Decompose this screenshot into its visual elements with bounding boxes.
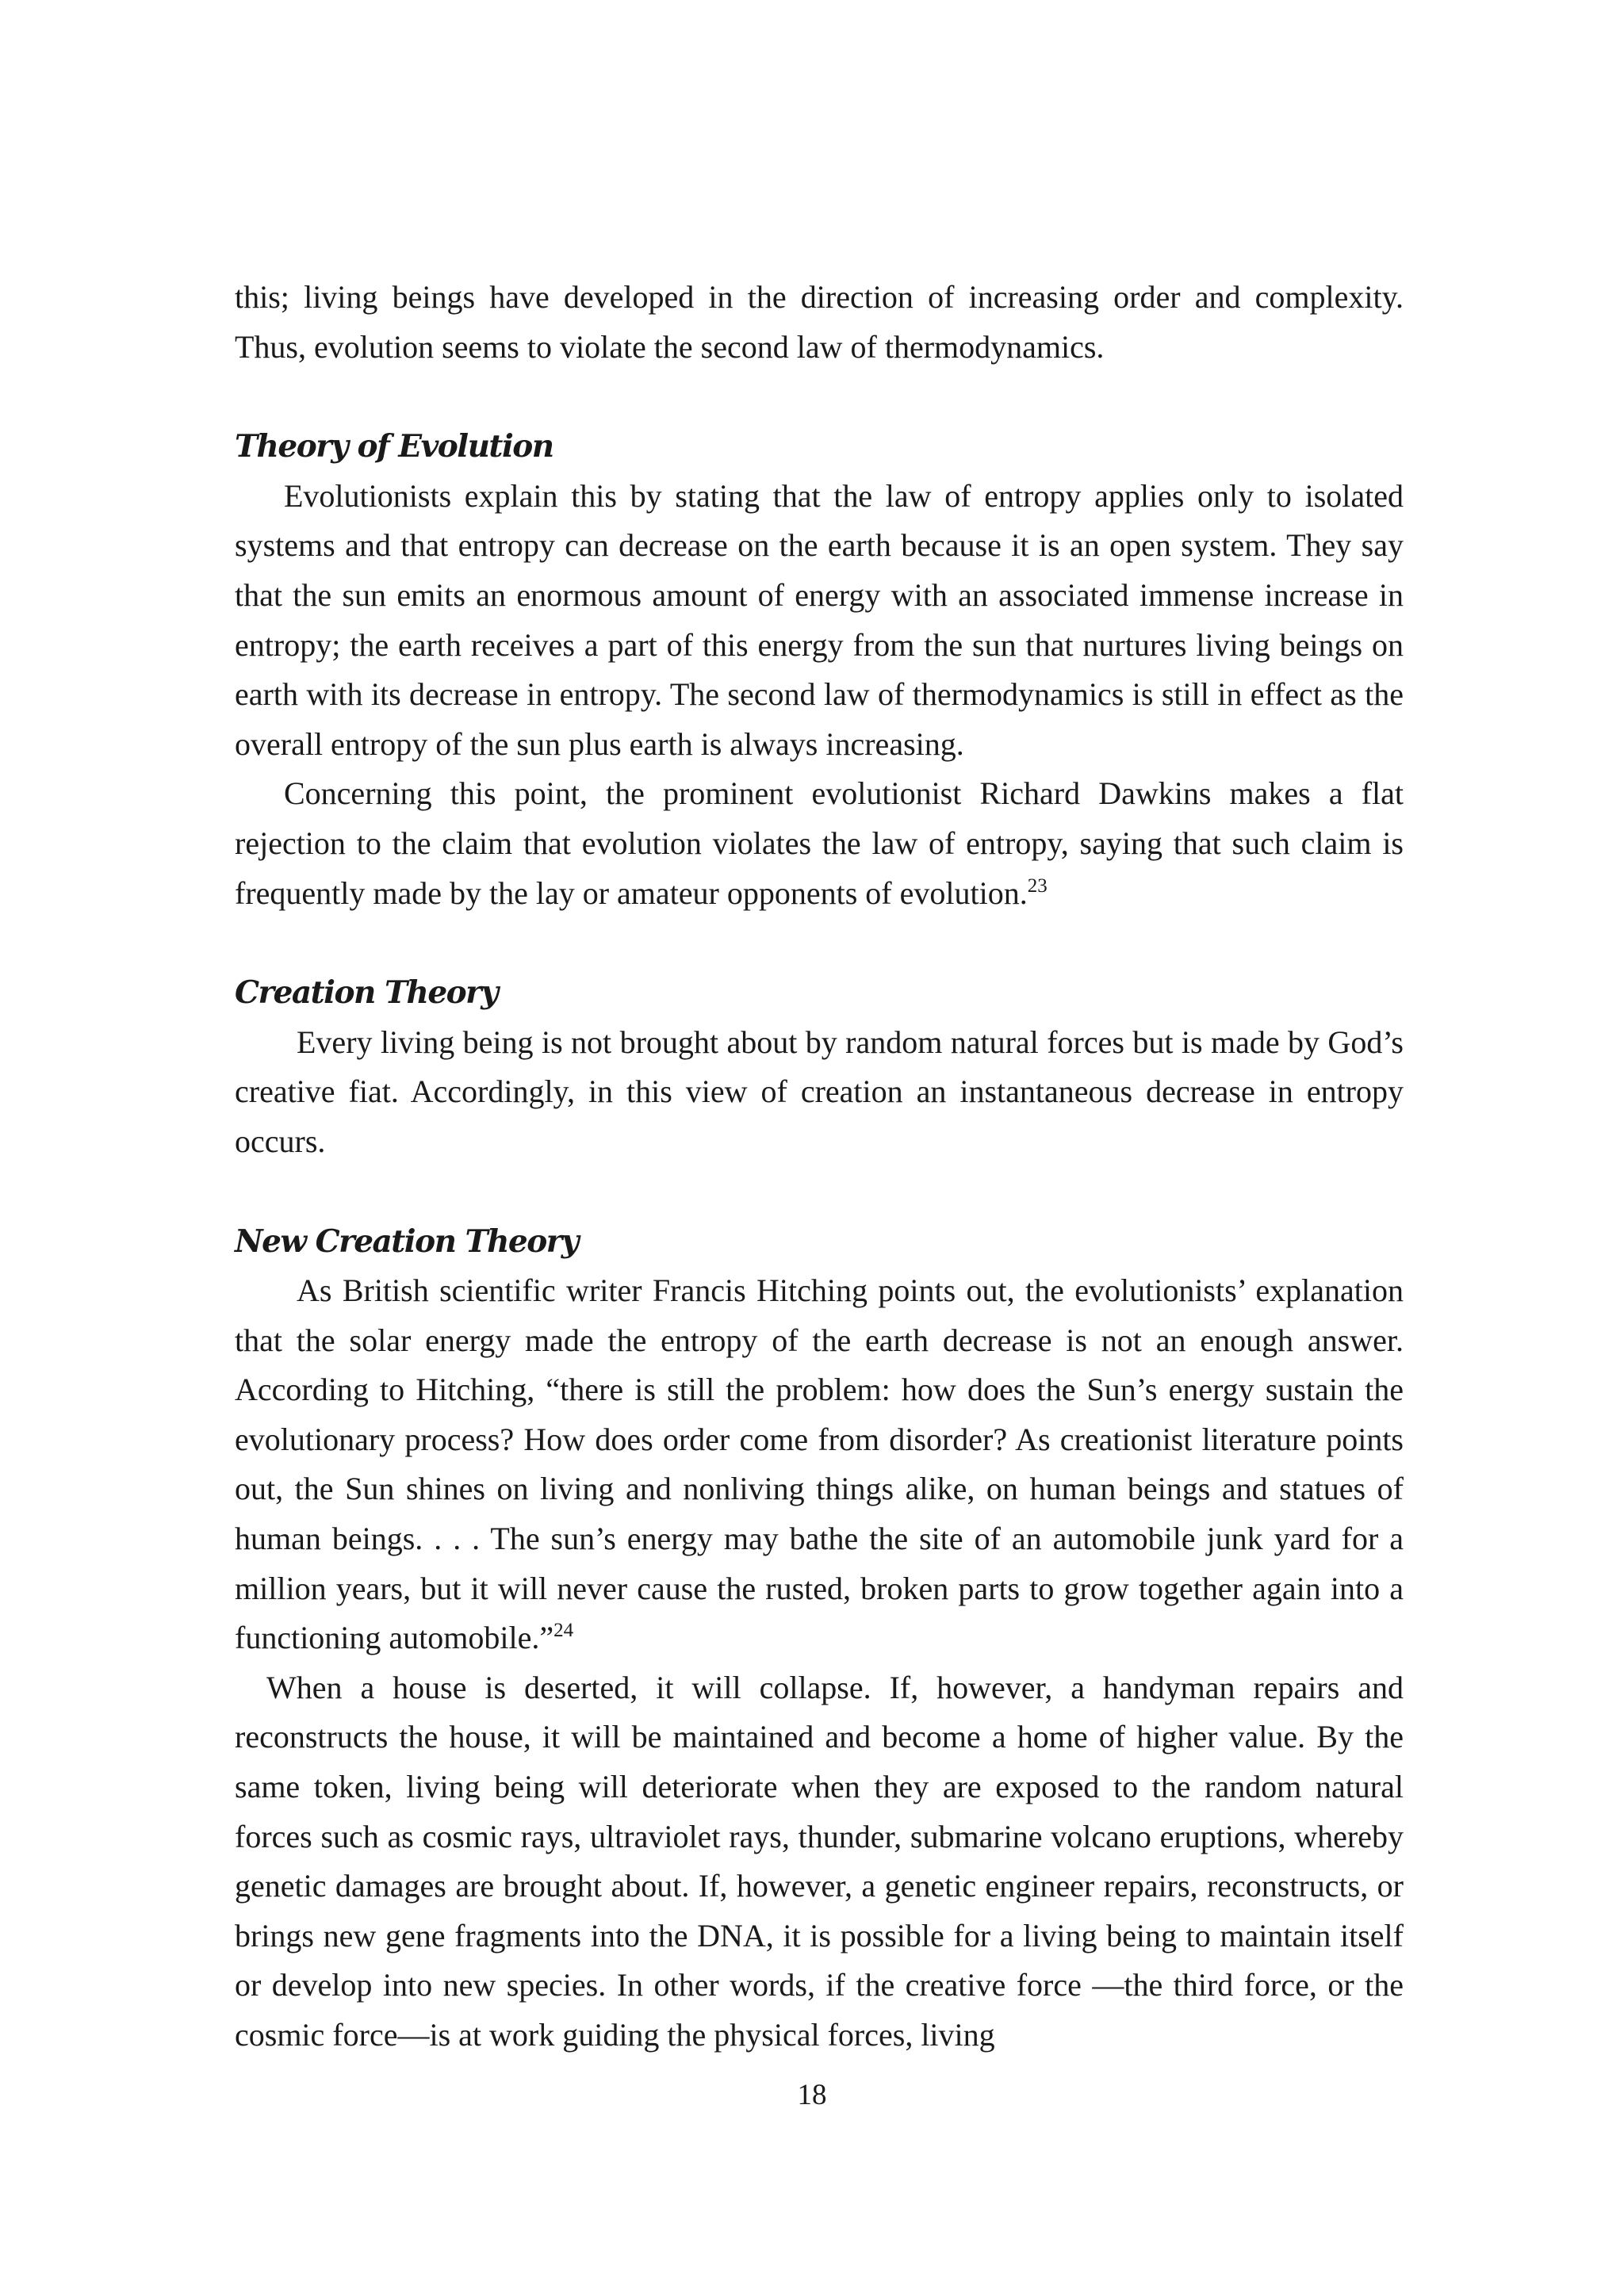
heading-theory-of-evolution: Theory of Evolution xyxy=(235,428,553,465)
intro-paragraph: this; living beings have developed in the direction of increasing order and complexity. Thus, evolution seems to violate the second law of thermodynamics. xyxy=(235,279,1404,365)
heading-new-creation-theory: New Creation Theory xyxy=(235,1223,578,1260)
footnote-ref-24[interactable]: 24 xyxy=(553,1620,574,1642)
page-number: 18 xyxy=(797,2079,827,2111)
paragraph-creative-fiat: Every living being is not brought about by random natural forces but is made by God’s creative fiat. Accordingly, in this view of creation an instantaneous decrease in entropy occurs. xyxy=(235,1024,1404,1159)
paragraph-dawkins: Concerning this point, the prominent evolutionist Richard Dawkins makes a flat rejection to the claim that evolution violates the law of entropy, saying that such claim is frequently made by the lay or amateur opponents of evolution.$^{23}$ xyxy=(235,775,1404,911)
paragraph-house-deserted: When a house is deserted, it will collapse. If, however, a handyman repairs and reconstructs the house, it will be maintained and become a home of higher value. By the same token, living being will deteriorate when they are exposed to the random natural forces such as cosmic rays, ultraviolet rays, thunder, submarine volcano eruptions, whereby genetic damages are brought about. If, however, a genetic engineer repairs, reconstructs, or brings new gene fragments into the DNA, it is possible for a living being to maintain itself or develop into new species. In other words, if the creative force —the third force, or the cosmic force—is at work guiding the physical forces, living xyxy=(235,1669,1404,2053)
footnote-ref-23[interactable]: 23 xyxy=(1027,874,1048,897)
paragraph-evolutionists-explain: Evolutionists explain this by stating that the law of entropy applies only to isolated systems and that entropy can decrease on the earth because it is an open system. They say that the sun emits an enormous amount of energy with an associated immense increase in entropy; the earth receives a part of this energy from the sun that nurtures living beings on earth with its decrease in entropy. The second law of thermodynamics is still in effect as the overall entropy of the sun plus earth is always increasing. xyxy=(235,477,1404,762)
body-text xyxy=(235,273,1404,2061)
heading-creation-theory: Creation Theory xyxy=(235,974,498,1012)
paragraph-hitching: As British scientific writer Francis Hitching points out, the evolutionists’ explanation that the solar energy made the entropy of the earth decrease is not an enough answer. According to Hitching, “there is still the problem: how does the Sun’s energy sustain the evolutionary process? How does order come from disorder? As creationist literature points out, the Sun shines on living and nonliving things alike, on human beings and statues of human beings. . . . The sun’s energy may bathe the site of an automobile junk yard for a million years, but it will never cause the rusted, broken parts to grow together again into a functioning automobile.”$^{24}$ xyxy=(235,1272,1404,1656)
